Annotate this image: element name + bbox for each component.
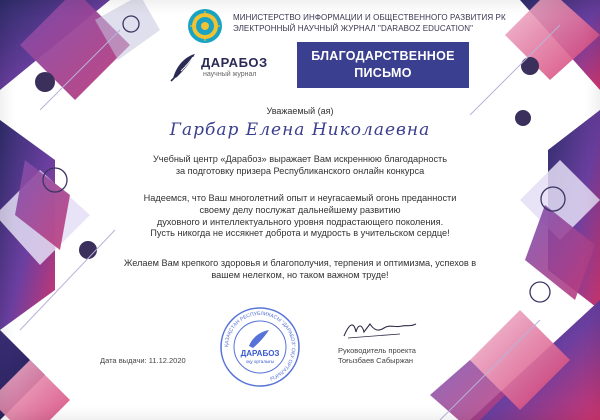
issue-date: Дата выдачи: 11.12.2020 [100, 356, 186, 365]
stamp-center-sub: оқу орталығы [245, 359, 275, 364]
paragraph-line: вашем нелегком, но таком важном труде! [211, 269, 389, 280]
recipient-name: Гарбар Елена Николаевна [169, 120, 431, 140]
circle-dark-top-right [521, 57, 539, 75]
signer-role: Руководитель проекта [338, 346, 416, 355]
quill-pen-icon [167, 51, 199, 83]
paragraph-line: Надеемся, что Ваш многолетний опыт и неугасаемый огонь преданности [143, 193, 457, 203]
journal-name: ЭЛЕКТРОННЫЙ НАУЧНЫЙ ЖУРНАЛ "DARABOZ EDUCATION" [233, 24, 474, 33]
paragraph-hope [90, 193, 510, 240]
ministry-name: МИНИСТЕРСТВО ИНФОРМАЦИИ И ОБЩЕСТВЕННОГО РАЗВИТИЯ РК [233, 13, 506, 22]
title-line-2: ПИСЬМО [354, 66, 412, 80]
title-line-1: БЛАГОДАРСТВЕННОЕ [311, 49, 455, 63]
logo-subtitle: научный журнал [203, 71, 257, 78]
circle-dark-top-left [35, 72, 55, 92]
salutation: Уважаемый (ая) [266, 106, 334, 116]
paragraph-line: духовного и интеллектуального уровня подрастающего поколения. [156, 216, 444, 227]
daraboz-logo [163, 47, 273, 87]
paragraph-line: за подготовку призера Республиканского онлайн конкурса [175, 165, 425, 176]
paragraph-wishes [90, 258, 510, 282]
svg-text:ҚАЗАҚСТАН РЕСПУБЛИКАСЫ "ДАРАБО [224, 311, 296, 382]
stamp-center-name: ДАРАБОЗ [240, 349, 280, 358]
circle-outline-bottom-right [530, 282, 550, 302]
circle-dark-left [79, 241, 97, 259]
document-title [297, 42, 469, 88]
paragraph-gratitude [90, 154, 510, 178]
paragraph-line: Желаем Вам крепкого здоровья и благополучия, терпения и оптимизма, успехов в [123, 258, 477, 268]
stamp-outer-text: ҚАЗАҚСТАН РЕСПУБЛИКАСЫ "ДАРАБОЗ" ОҚУ ОРТАЛЫҒЫ [223, 310, 297, 382]
signature-icon [340, 318, 420, 342]
logo-name: ДАРАБОЗ [201, 55, 268, 70]
round-stamp-icon [219, 306, 301, 388]
paragraph-line: Учебный центр «Дарабоз» выражает Вам искреннюю благодарность [152, 154, 448, 164]
kazakhstan-emblem-icon [187, 8, 223, 44]
paragraph-line: Пусть никогда не иссякнет доброта и мудрость в учительском сердце! [150, 228, 450, 239]
paragraph-line: своему делу послужат дальнейшему развитию [199, 204, 401, 215]
signer-name: Тоғызбаев Сабыржан [338, 356, 414, 365]
